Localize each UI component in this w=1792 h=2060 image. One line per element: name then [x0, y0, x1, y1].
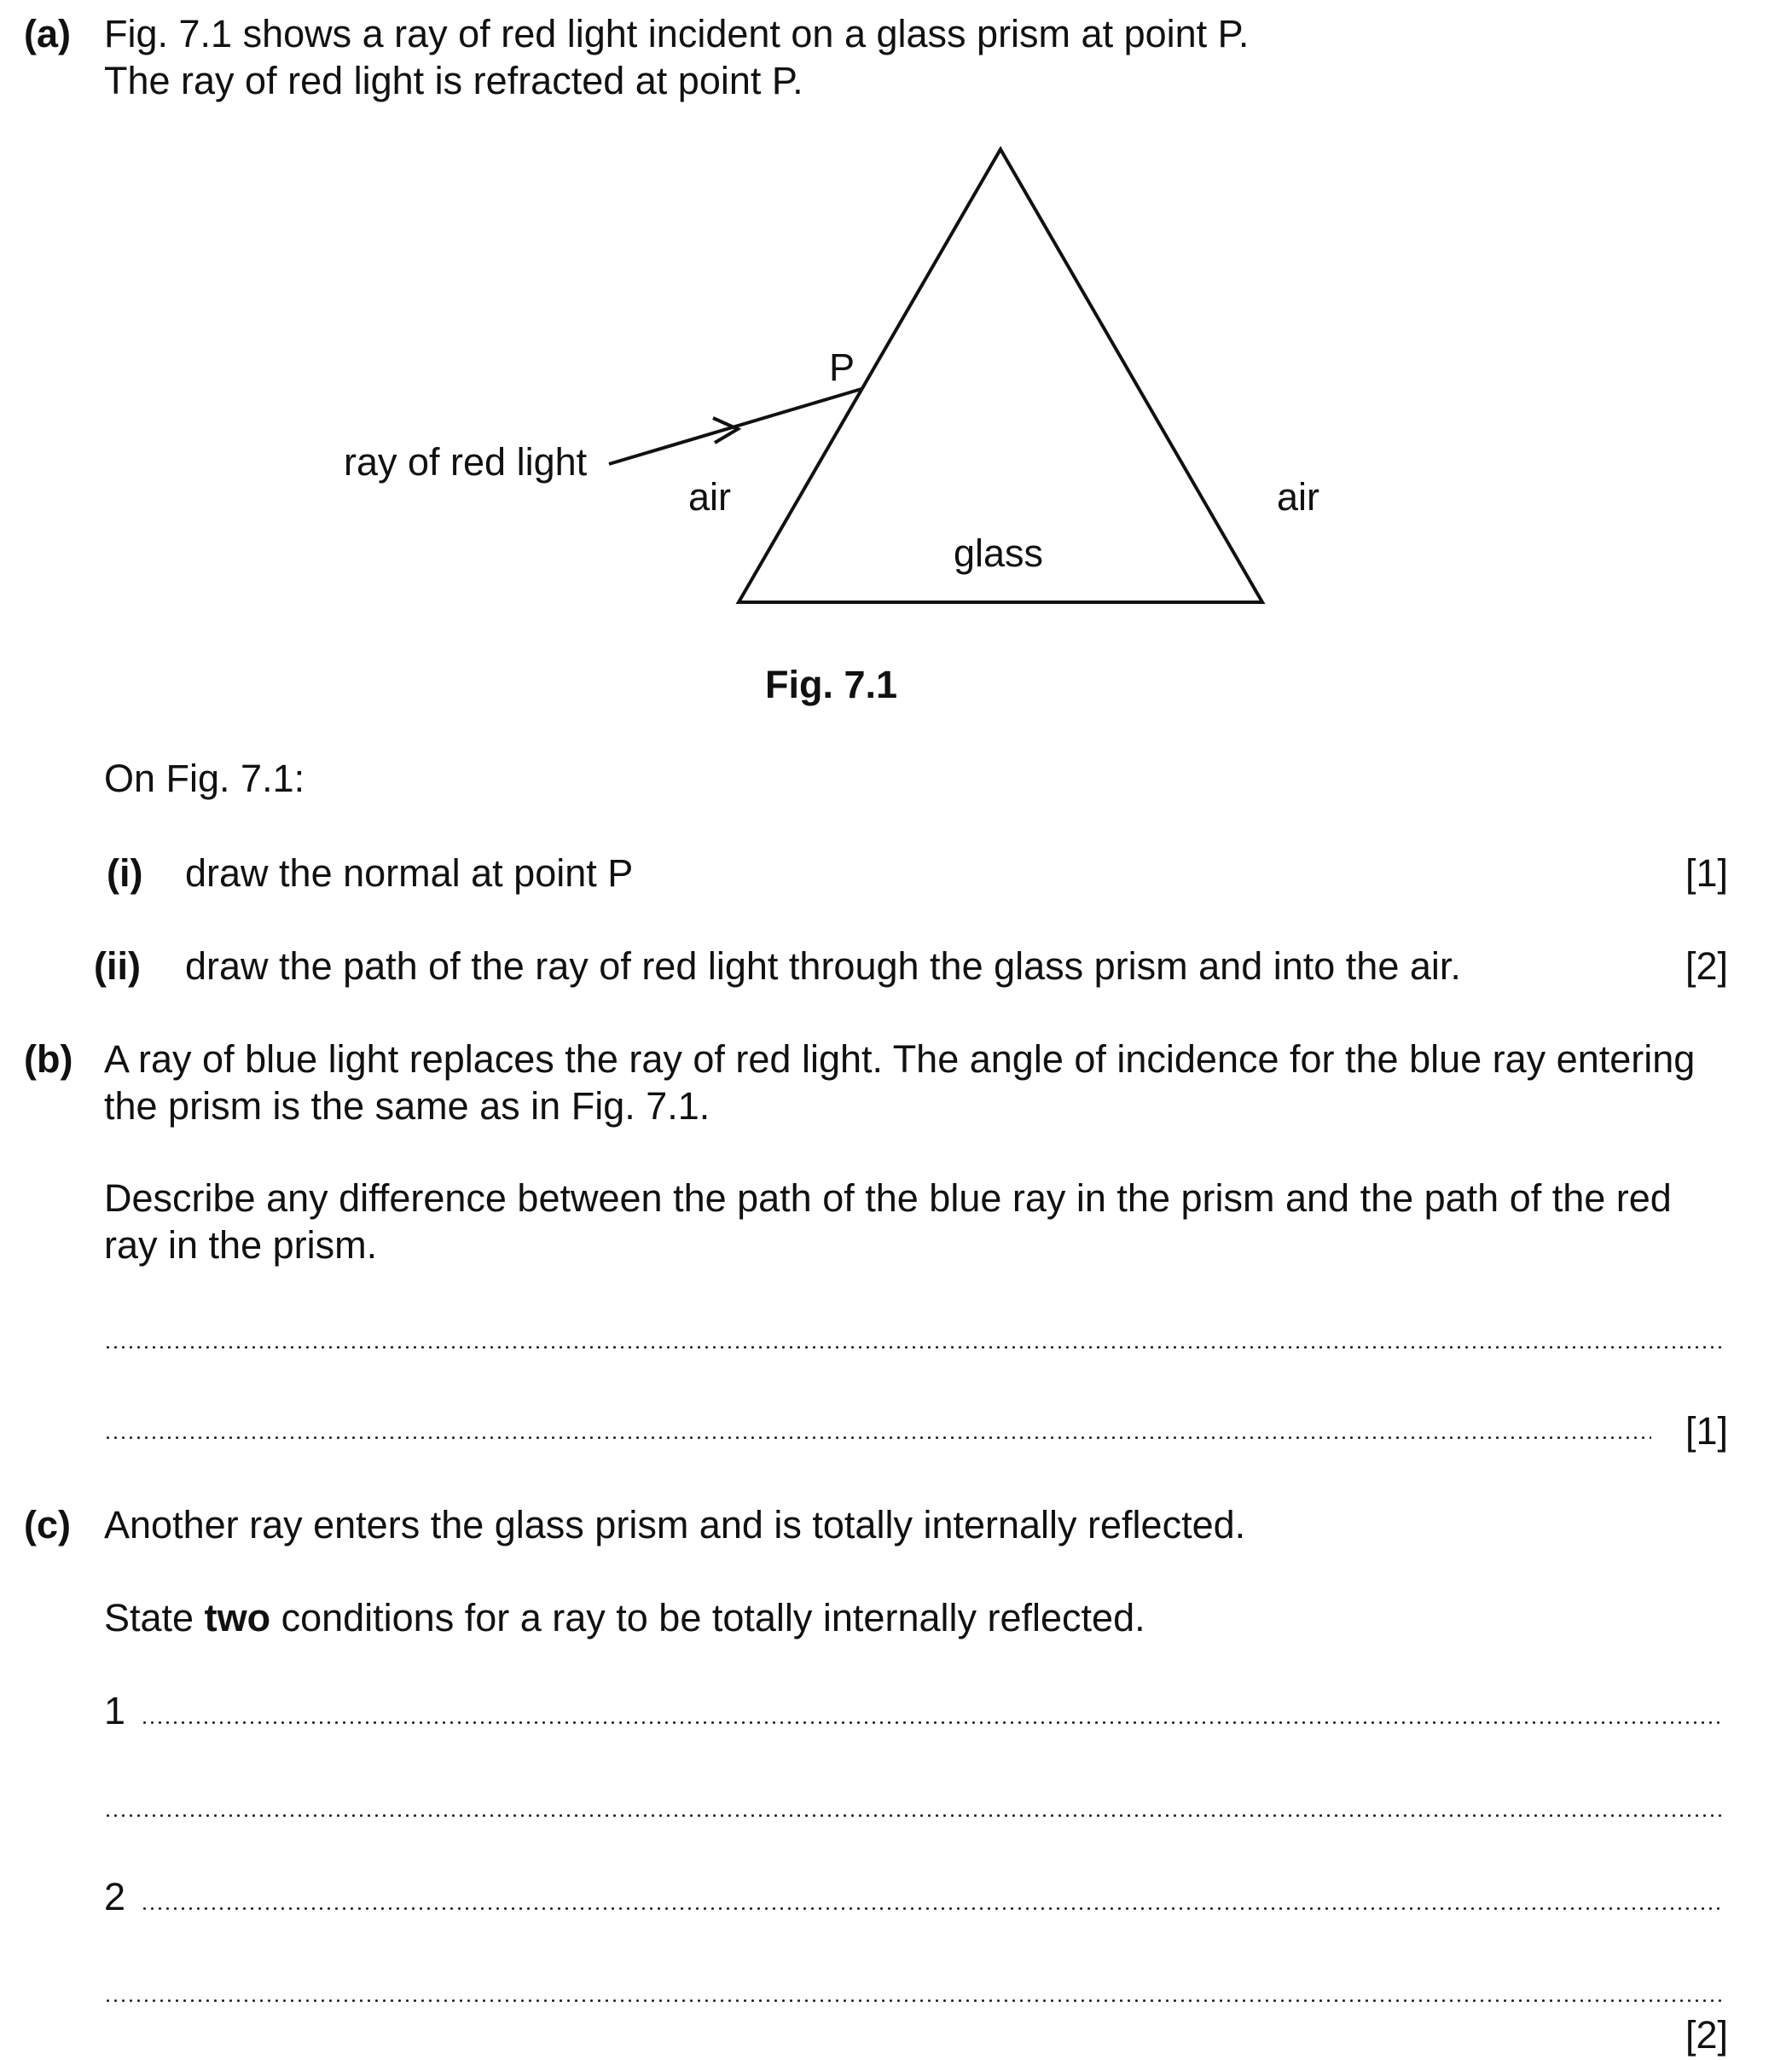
- part-c-label: (c): [24, 1503, 71, 1546]
- part-b-line1: A ray of blue light replaces the ray of red light. The angle of incidence for the blue ray entering: [104, 1037, 1696, 1081]
- part-a-instruction: On Fig. 7.1:: [104, 757, 305, 800]
- figure-7-1: [0, 0, 1792, 708]
- sub-i-mark: [1]: [1685, 851, 1728, 895]
- answer-1-label: 1: [104, 1689, 126, 1732]
- sub-ii-text: draw the path of the ray of red light through the glass prism and into the air.: [185, 944, 1461, 988]
- part-c-line1: Another ray enters the glass prism and is totally internally reflected.: [104, 1503, 1246, 1546]
- part-c-line2: [104, 1594, 1145, 1641]
- sub-i-text: draw the normal at point P: [185, 851, 634, 895]
- part-b-answer-line-2[interactable]: [104, 1436, 1651, 1439]
- part-c-line2-before: State: [104, 1596, 205, 1639]
- part-a-line1: Fig. 7.1 shows a ray of red light incident on a glass prism at point P.: [104, 12, 1250, 55]
- part-b-line3: Describe any difference between the path of the blue ray in the prism and the path of the red: [104, 1176, 1672, 1220]
- part-c-answer-2-line-1[interactable]: [141, 1907, 1722, 1910]
- part-c-line2-bold: two: [204, 1596, 271, 1639]
- sub-ii-label: (ii): [94, 944, 141, 988]
- part-b-label: (b): [24, 1037, 73, 1081]
- air-left-label: air: [688, 475, 732, 519]
- figure-caption: Fig. 7.1: [765, 663, 898, 706]
- glass-label: glass: [954, 531, 1044, 575]
- sub-i-label: (i): [107, 851, 143, 895]
- part-b-mark: [1]: [1685, 1409, 1728, 1453]
- part-b-answer-line-1[interactable]: [104, 1346, 1722, 1349]
- part-b-line2: the prism is the same as in Fig. 7.1.: [104, 1084, 710, 1128]
- part-c-mark: [2]: [1685, 2013, 1728, 2057]
- air-right-label: air: [1277, 475, 1320, 519]
- part-a-label: (a): [24, 12, 71, 55]
- sub-ii-mark: [2]: [1685, 944, 1728, 988]
- part-c-line2-after: conditions for a ray to be totally internally reflected.: [270, 1596, 1145, 1639]
- point-p-label: P: [829, 345, 855, 389]
- part-b-line4: ray in the prism.: [104, 1223, 378, 1267]
- part-c-answer-1-line-2[interactable]: [104, 1814, 1722, 1817]
- part-c-answer-2-line-2[interactable]: [104, 1999, 1722, 2002]
- part-a-line2: The ray of red light is refracted at point P.: [104, 59, 803, 102]
- ray-label: ray of red light: [344, 440, 588, 484]
- answer-2-label: 2: [104, 1875, 126, 1918]
- part-c-answer-1-line-1[interactable]: [141, 1721, 1722, 1724]
